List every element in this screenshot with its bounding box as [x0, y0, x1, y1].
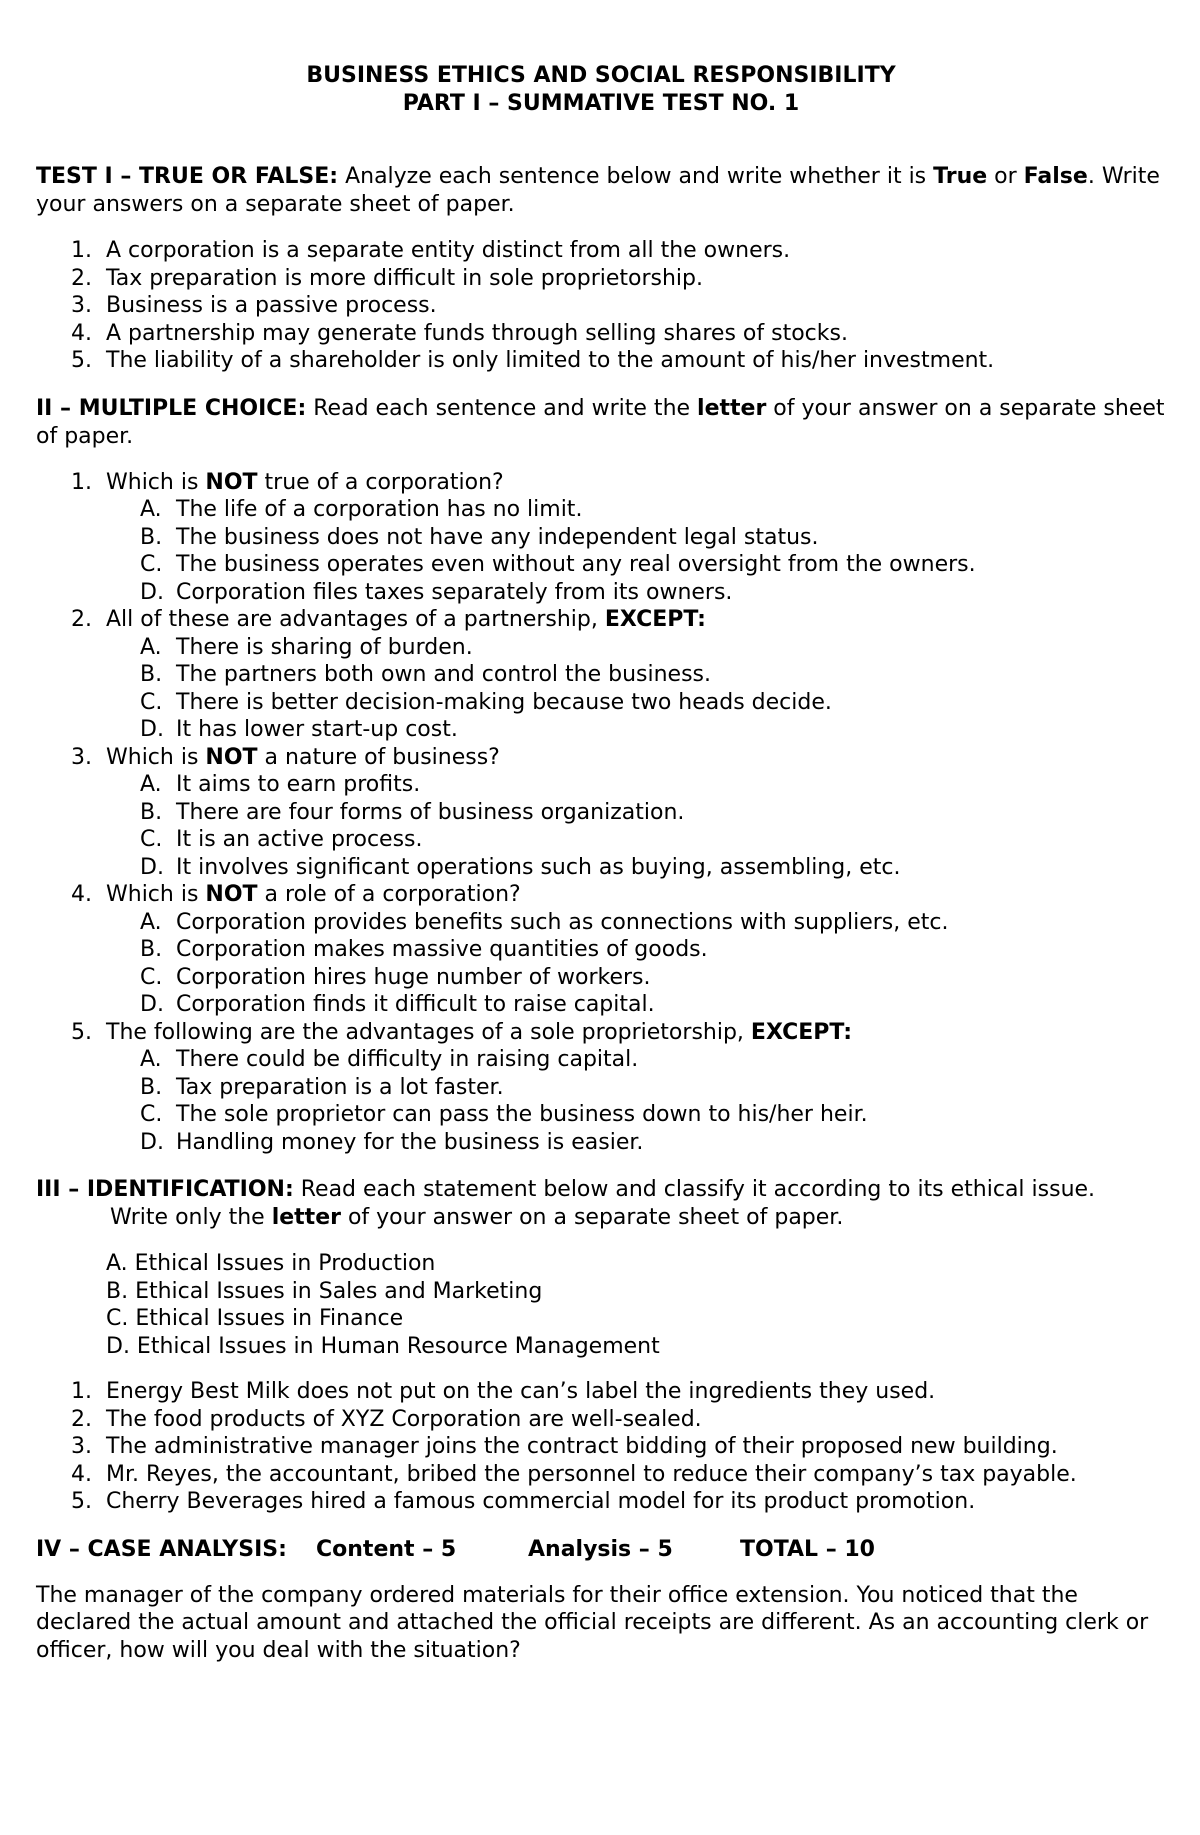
- option-item: D. Corporation finds it difficult to raise capital.: [140, 992, 655, 1017]
- option-item: D. It has lower start-up cost.: [140, 717, 458, 742]
- test1-label: TEST I – TRUE OR FALSE:: [36, 164, 339, 189]
- options-list: [36, 771, 1166, 881]
- category-list: [36, 1250, 1166, 1360]
- question-item: 5. The following are the advantages of a sole proprietorship, EXCEPT:: [71, 1019, 853, 1045]
- document-page: [36, 62, 1166, 1664]
- list-item: 2. Tax preparation is more difficult in sole proprietorship.: [71, 265, 703, 291]
- list-item: 5. Cherry Beverages hired a famous commercial model for its product promotion.: [71, 1489, 976, 1514]
- options-list: [36, 1046, 1166, 1156]
- options-list: [36, 909, 1166, 1019]
- list-item: 3. The administrative manager joins the contract bidding of their proposed new building.: [71, 1434, 1058, 1459]
- test2-instructions: II – MULTIPLE CHOICE: Read each sentence and write the letter of your answer on a separate sheet of paper.: [36, 395, 1165, 449]
- test3-instructions: III – IDENTIFICATION: Read each statement below and classify it according to its ethical issue.Write only the letter of your answer on a separate sheet of paper.: [36, 1177, 1096, 1230]
- option-item: C. There is better decision-making because two heads decide.: [140, 689, 832, 715]
- category-item: C. Ethical Issues in Finance: [106, 1306, 404, 1331]
- test4-label: IV – CASE ANALYSIS:: [36, 1536, 287, 1562]
- list-item: 4. A partnership may generate funds through selling shares of stocks.: [71, 320, 848, 346]
- option-item: B. The business does not have any independent legal status.: [140, 524, 819, 550]
- list-item: 3. Business is a passive process.: [71, 293, 437, 318]
- test2-list: [36, 469, 1166, 497]
- options-list: [36, 496, 1166, 606]
- options-list: [36, 634, 1166, 744]
- test4-content-score: Content – 5: [316, 1536, 457, 1562]
- test4-heading: [36, 1536, 1166, 1564]
- list-item: 5. The liability of a shareholder is only limited to the amount of his/her investment.: [71, 348, 995, 373]
- test4-analysis-score: Analysis – 5: [528, 1536, 673, 1562]
- list-item: 1. A corporation is a separate entity distinct from all the owners.: [71, 238, 791, 263]
- option-item: B. Tax preparation is a lot faster.: [140, 1074, 504, 1100]
- option-item: A. There is sharing of burden.: [140, 634, 473, 660]
- test4-total-score: TOTAL – 10: [740, 1536, 875, 1562]
- test3-list: [36, 1378, 1166, 1516]
- test3-label: III – IDENTIFICATION:: [36, 1177, 294, 1202]
- test1-list: [36, 237, 1166, 375]
- list-item: 4. Mr. Reyes, the accountant, bribed the personnel to reduce their company’s tax payable.: [71, 1461, 1077, 1487]
- option-item: D. Corporation files taxes separately from its owners.: [140, 579, 733, 605]
- document-subtitle: PART I – SUMMATIVE TEST NO. 1: [402, 91, 800, 116]
- case-paragraph: The manager of the company ordered materials for their office extension. You noticed that the declared the actual amount and attached the official receipts are different. As an accounting clerk or officer, how will you deal with the situation?: [36, 1582, 1149, 1663]
- option-item: C. The sole proprietor can pass the business down to his/her heir.: [140, 1102, 868, 1127]
- option-item: B. Corporation makes massive quantities of goods.: [140, 937, 708, 962]
- category-item: A. Ethical Issues in Production: [106, 1251, 436, 1276]
- option-item: B. The partners both own and control the business.: [140, 662, 711, 687]
- option-item: A. Corporation provides benefits such as connections with suppliers, etc.: [140, 909, 949, 935]
- document-title: BUSINESS ETHICS AND SOCIAL RESPONSIBILITY: [306, 63, 896, 88]
- list-item: 1. Energy Best Milk does not put on the can’s label the ingredients they used.: [71, 1379, 936, 1404]
- question-item: 3. Which is NOT a nature of business?: [71, 744, 500, 770]
- question-item: 2. All of these are advantages of a partnership, EXCEPT:: [71, 607, 706, 632]
- option-item: C. It is an active process.: [140, 827, 423, 852]
- category-item: D. Ethical Issues in Human Resource Management: [106, 1333, 660, 1359]
- test1-instructions: TEST I – TRUE OR FALSE: Analyze each sentence below and write whether it is True or False. Write your answers on a separate sheet of paper.: [36, 164, 1160, 217]
- question-item: 4. Which is NOT a role of a corporation?: [71, 882, 521, 907]
- option-item: D. It involves significant operations such as buying, assembling, etc.: [140, 854, 901, 880]
- option-item: B. There are four forms of business organization.: [140, 799, 685, 825]
- option-item: D. Handling money for the business is easier.: [140, 1129, 644, 1155]
- list-item: 2. The food products of XYZ Corporation are well-sealed.: [71, 1406, 702, 1432]
- option-item: C. The business operates even without any real oversight from the owners.: [140, 552, 976, 577]
- option-item: A. There could be difficulty in raising capital.: [140, 1047, 639, 1072]
- category-item: B. Ethical Issues in Sales and Marketing: [106, 1278, 543, 1304]
- option-item: A. It aims to earn profits.: [140, 772, 421, 797]
- test2-label: II – MULTIPLE CHOICE:: [36, 395, 307, 421]
- option-item: A. The life of a corporation has no limit.: [140, 497, 583, 522]
- question-item: 1. Which is NOT true of a corporation?: [71, 469, 504, 495]
- option-item: C. Corporation hires huge number of workers.: [140, 964, 651, 990]
